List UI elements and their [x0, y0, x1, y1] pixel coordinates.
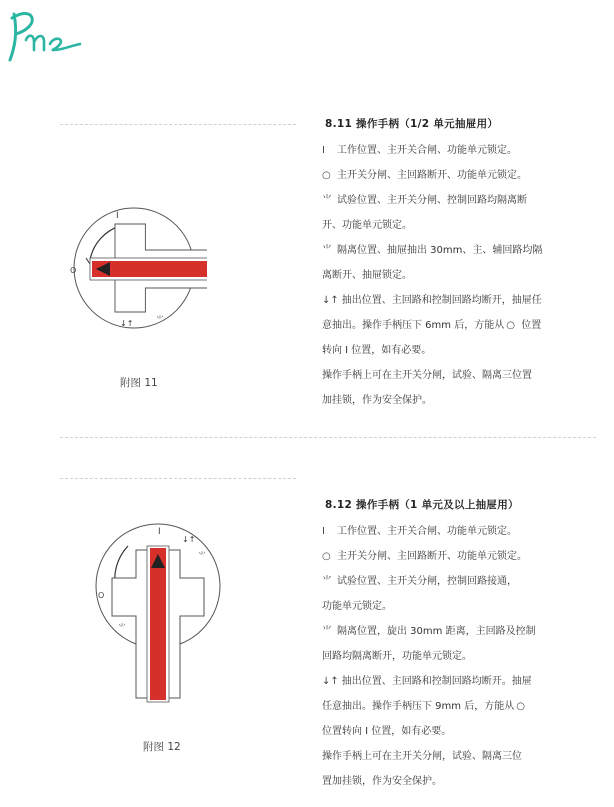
- section-8-12-line-2: ○ 主开关分闸、主回路断开、功能单元锁定。: [322, 551, 527, 562]
- pne-logo-icon: [4, 4, 84, 66]
- isolate-position-icon: ⺌: [322, 245, 332, 256]
- section-8-11-line-4: 开、功能单元锁定。: [322, 220, 412, 231]
- section-8-11: [322, 116, 606, 420]
- section-8-12-line-7: ↓↑ 抽出位置、主回路和控制回路均断开。抽屉: [322, 676, 532, 687]
- section-8-11-line-11: 加挂锁，作为安全保护。: [322, 395, 432, 406]
- section-8-12-line-10: 操作手柄上可在主开关分闸，试验、隔离三位: [322, 751, 522, 762]
- off-position-icon: ○: [322, 170, 331, 181]
- figure-12-handle-diagram: [88, 520, 248, 710]
- off-position-icon: ○: [516, 701, 525, 712]
- figure-12-label-extract: ↓↑: [182, 535, 196, 544]
- extract-position-icon: ↓↑: [322, 676, 339, 687]
- section-8-12-line-11: 置加挂锁，作为安全保护。: [322, 776, 442, 787]
- section-8-11-line-6: 离断开、抽屉锁定。: [322, 270, 412, 281]
- off-position-icon: ○: [506, 320, 515, 331]
- figure-11-handle-diagram: [62, 200, 207, 335]
- section-8-11-title: 8.11 操作手柄（1/2 单元抽屉用）: [325, 118, 499, 130]
- off-position-icon: ○: [322, 551, 331, 562]
- section-8-11-line-9: 转向 I 位置，如有必要。: [322, 345, 432, 356]
- section-8-12-line-9: 位置转向 I 位置，如有必要。: [322, 726, 452, 737]
- figure-11-label-test: ⺌: [156, 315, 164, 324]
- section-8-11-line-3: ⺌ 试验位置、主开关分闸、控制回路均隔离断: [322, 195, 527, 206]
- figure-11-caption: 附图 11: [120, 377, 158, 389]
- section-8-12-line-1: Ⅰ 工作位置、主开关合闸、功能单元锁定。: [322, 526, 517, 537]
- section-8-12-line-5: ⺌ 隔离位置，旋出 30mm 距离，主回路及控制: [322, 626, 536, 637]
- figure-11-label-i: I: [116, 211, 119, 221]
- figure-12-label-isolate: ⺌: [118, 623, 126, 632]
- figure-12-label-i: I: [158, 527, 161, 537]
- figure-11-label-extract: ↓↑: [120, 319, 134, 328]
- section-8-12-title: 8.12 操作手柄（1 单元及以上抽屉用）: [325, 499, 519, 511]
- figure-12-label-o: O: [98, 591, 105, 600]
- section-8-12-line-6: 回路均隔离断开，功能单元锁定。: [322, 651, 472, 662]
- section-8-11-line-8: 意抽出。操作手柄压下 6mm 后，方能从 ○ 位置: [322, 320, 542, 331]
- section-8-12: [322, 497, 606, 801]
- section-8-11-line-10: 操作手柄上可在主开关分闸，试验、隔离三位置: [322, 370, 532, 381]
- section-8-11-line-1: Ⅰ 工作位置、主开关合闸、功能单元锁定。: [322, 145, 517, 156]
- isolate-position-icon: ⺌: [322, 626, 332, 637]
- section-8-11-line-2: ○ 主开关分闸、主回路断开、功能单元锁定。: [322, 170, 527, 181]
- figure-12-caption: 附图 12: [143, 741, 181, 753]
- section-8-12-line-3: ⺌ 试验位置、主开关分闸，控制回路接通，: [322, 576, 517, 587]
- extract-position-icon: ↓↑: [322, 295, 339, 306]
- divider-middle: [60, 437, 596, 438]
- section-8-12-line-8: 任意抽出。操作手柄压下 9mm 后，方能从 ○: [322, 701, 606, 713]
- work-position-icon: Ⅰ: [322, 526, 325, 537]
- test-position-icon: ⺌: [322, 195, 332, 206]
- figure-12-label-test: ⺌: [198, 551, 206, 560]
- figure-11-label-o: O: [70, 266, 77, 275]
- section-8-12-line-4: 功能单元锁定。: [322, 601, 392, 612]
- divider-top-left: [60, 124, 296, 125]
- divider-lower-left: [60, 478, 296, 479]
- section-8-11-line-5: ⺌ 隔离位置、抽屉抽出 30mm、主、辅回路均隔: [322, 245, 543, 256]
- section-8-11-line-7: ↓↑ 抽出位置、主回路和控制回路均断开，抽屉任: [322, 295, 542, 306]
- work-position-icon: Ⅰ: [322, 145, 325, 156]
- test-position-icon: ⺌: [322, 576, 332, 587]
